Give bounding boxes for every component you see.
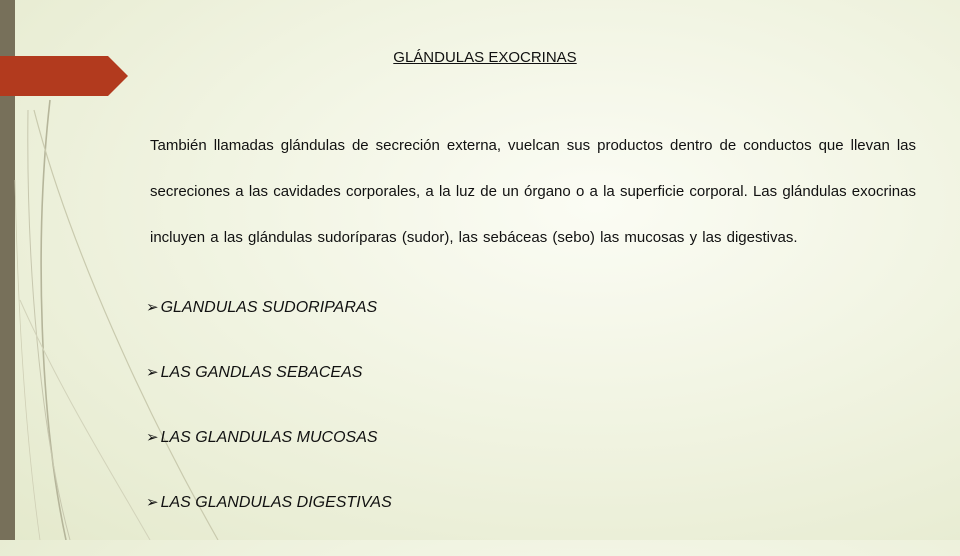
list-item: [146, 426, 746, 491]
list-item-label: GLANDULAS SUDORIPARAS: [160, 299, 378, 316]
arrow-right-icon: ➢: [146, 363, 159, 381]
body-paragraph: También llamadas glándulas de secreción externa, vuelcan sus productos dentro de conductos que llevan las secreciones a las cavidades corporales, a la luz de un órgano o a la superficie corporal. Las glándulas exocrinas incluyen a las glándulas sudoríparas (sudor), las sebáceas (sebo) las mucosas y las digestivas.: [150, 137, 916, 246]
arrow-right-icon: ➢: [146, 298, 159, 316]
list-item-label: LAS GLANDULAS DIGESTIVAS: [160, 494, 392, 511]
list-item-label: LAS GLANDULAS MUCOSAS: [160, 429, 378, 446]
list-item-label: LAS GANDLAS SEBACEAS: [160, 364, 363, 381]
arrow-right-icon: ➢: [146, 428, 159, 446]
list-item: [146, 296, 746, 361]
list-item: [146, 361, 746, 426]
slide-title: GLÁNDULAS EXOCRINAS: [393, 49, 577, 66]
arrow-right-icon: ➢: [146, 493, 159, 511]
list-item: [146, 491, 746, 556]
gland-list: [146, 296, 746, 556]
